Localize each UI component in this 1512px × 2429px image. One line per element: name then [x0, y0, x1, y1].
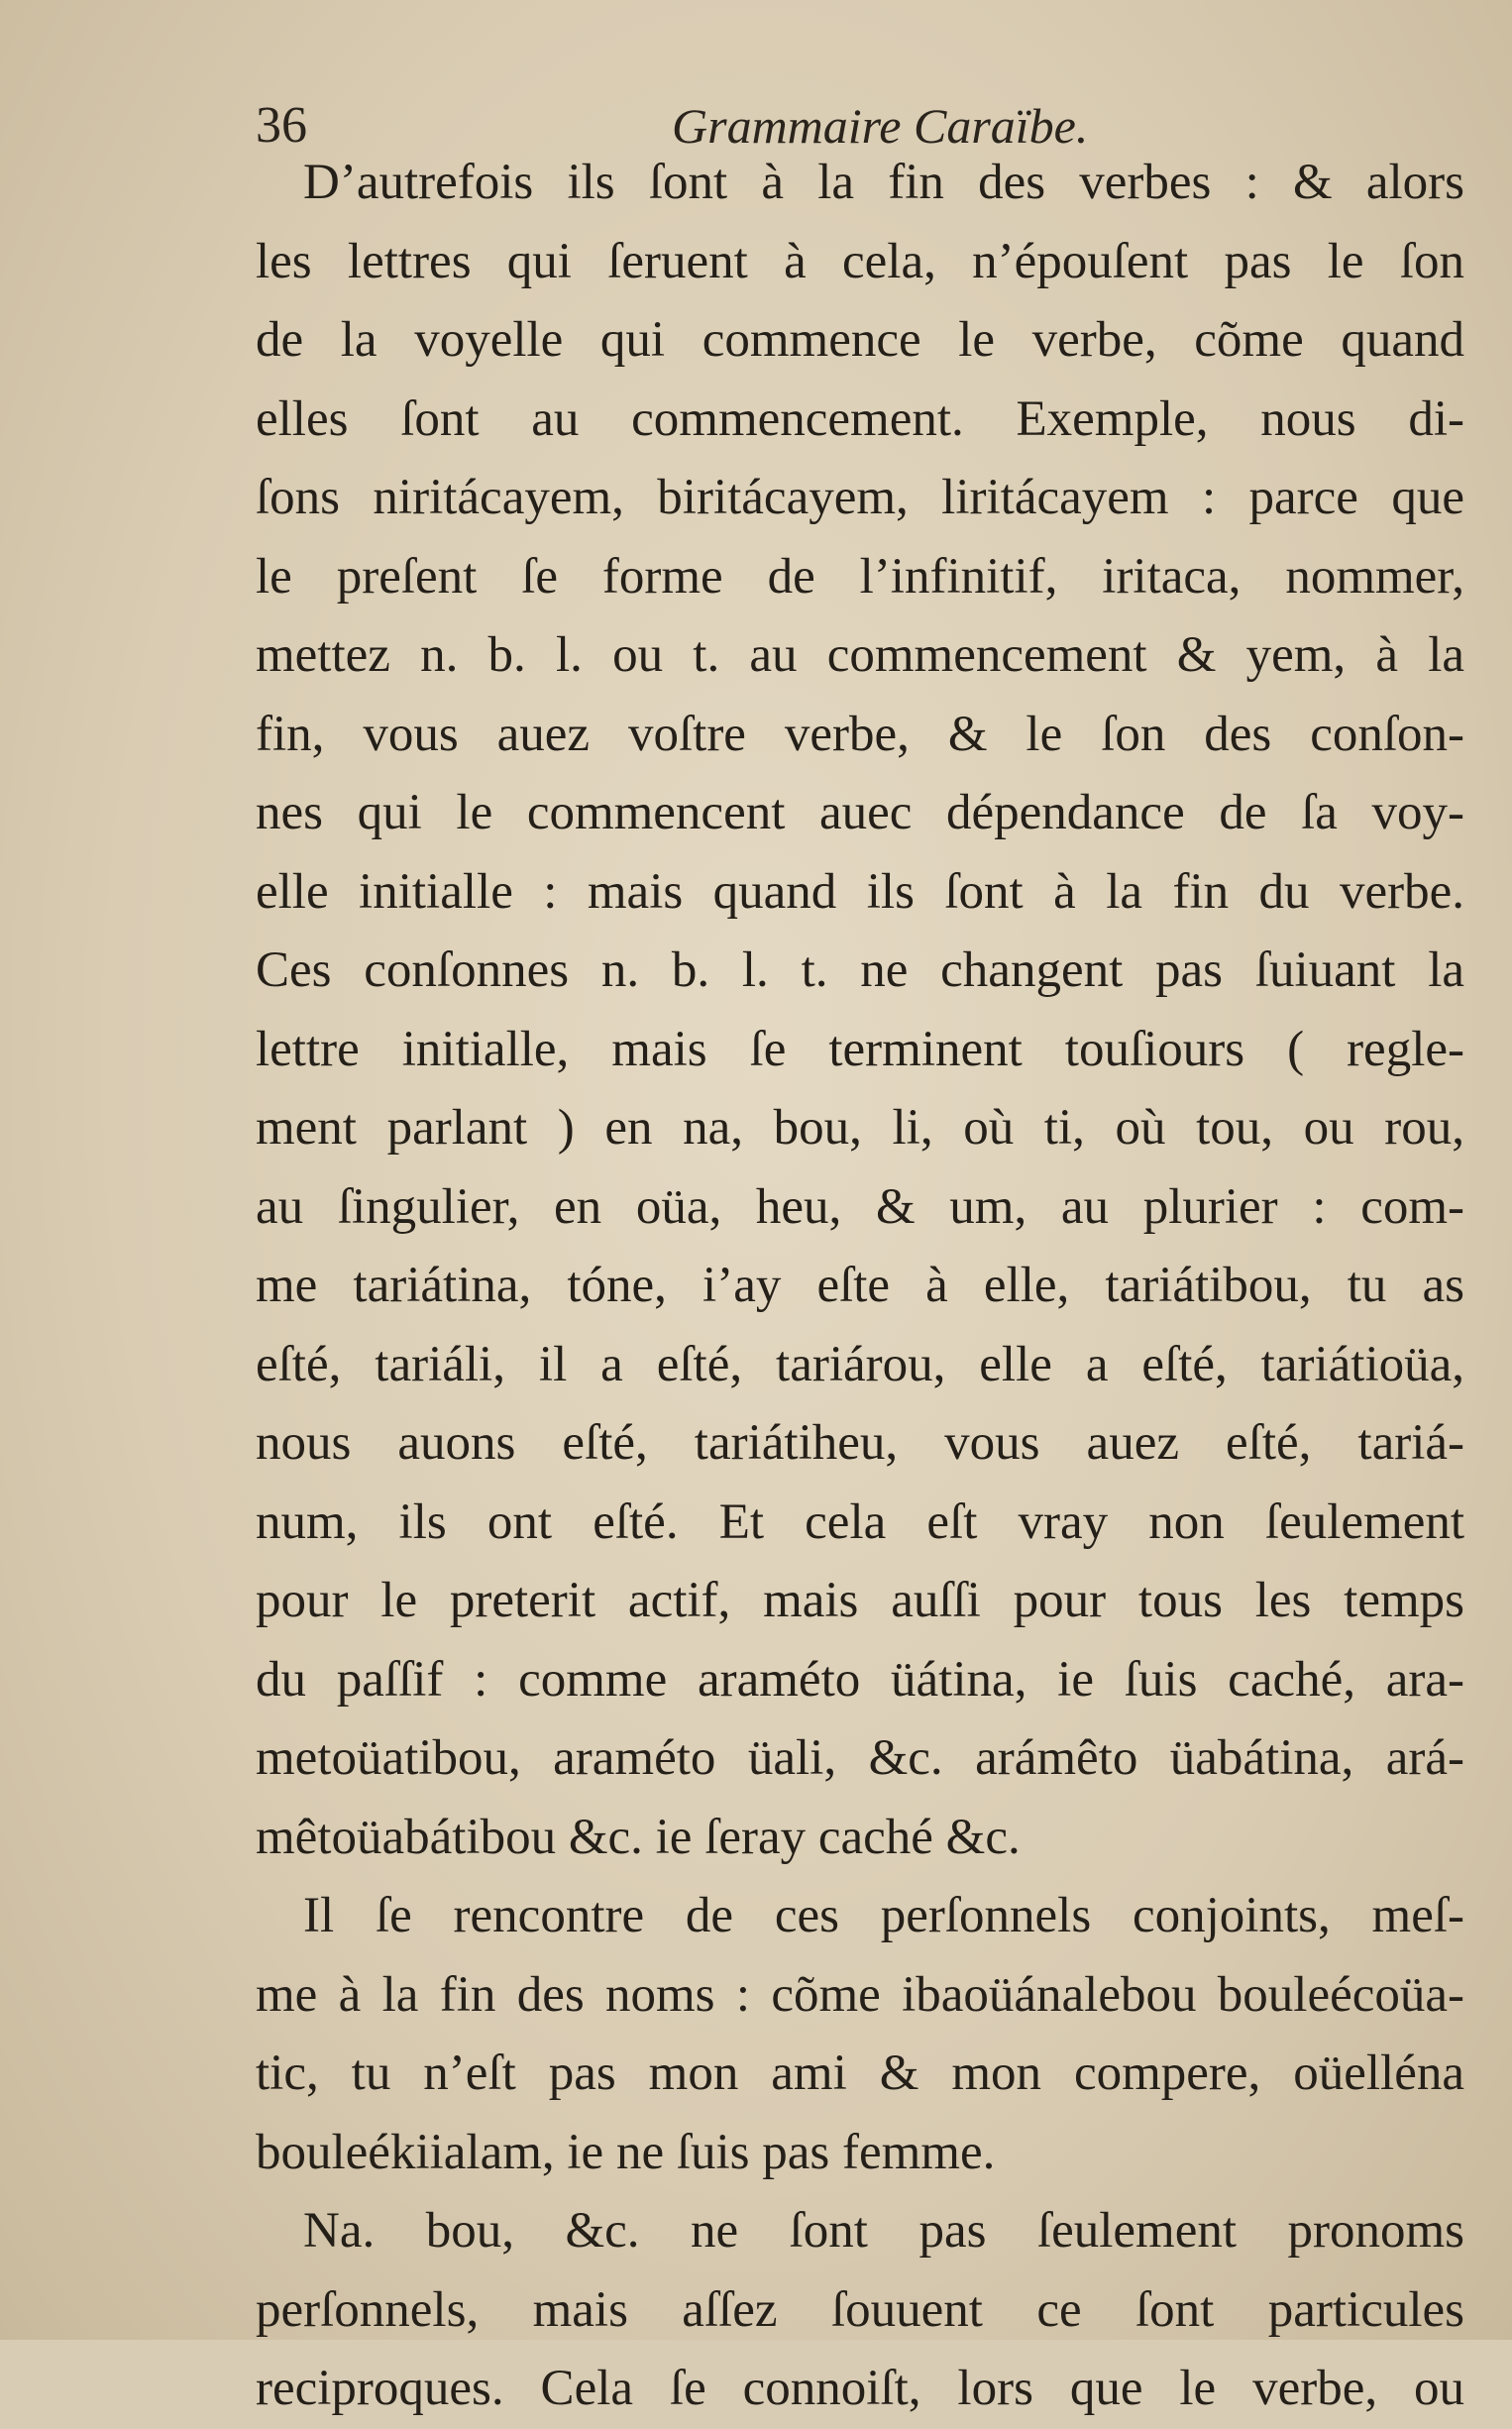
- text-line: le preſent ſe forme de l’infinitif, iritaca, nommer,: [256, 548, 1464, 605]
- text-line: metoüatibou, araméto üali, &c. arámêto üabátina, ará-: [256, 1730, 1464, 1786]
- text-line: eſté, tariáli, il a eſté, tariárou, elle a eſté, tariátioüa,: [256, 1336, 1464, 1392]
- text-line: mettez n. b. l. ou t. au commencement & yem, à la: [256, 627, 1464, 683]
- text-line: me à la fin des noms : cõme ibaoüánalebou bouleécoüa-: [256, 1966, 1464, 2023]
- text-line: Na. bou, &c. ne ſont pas ſeulement pronoms: [303, 2203, 1464, 2259]
- text-line: elles ſont au commencement. Exemple, nous di-: [256, 390, 1464, 447]
- text-line: fin, vous auez voſtre verbe, & le ſon des conſon-: [256, 706, 1464, 762]
- running-title: Grammaire Caraïbe.: [672, 98, 1089, 154]
- text-line: ſons niritácayem, biritácayem, liritácayem : parce que: [256, 470, 1464, 525]
- text-line: elle initialle : mais quand ils ſont à la fin du verbe.: [256, 863, 1464, 920]
- page-number: 36: [256, 97, 307, 154]
- text-line: de la voyelle qui commence le verbe, cõme quand: [256, 312, 1464, 368]
- text-line: Ces conſonnes n. b. l. t. ne changent pas ſuiuant la: [256, 942, 1464, 998]
- text-line: ment parlant ) en na, bou, li, où ti, où tou, ou rou,: [256, 1100, 1464, 1156]
- text-line: bouleékiialam, ie ne ſuis pas femme.: [256, 2124, 996, 2180]
- text-line: perſonnels, mais aſſez ſouuent ce ſont particules: [256, 2281, 1464, 2338]
- text-line: les lettres qui ſeruent à cela, n’épouſent pas le ſon: [256, 233, 1464, 289]
- text-line: nes qui le commencent auec dépendance de ſa voy-: [256, 785, 1464, 840]
- text-line: nous auons eſté, tariátiheu, vous auez eſté, tariá-: [256, 1415, 1464, 1471]
- text-line: au ſingulier, en oüa, heu, & um, au plurier : com-: [256, 1178, 1464, 1235]
- text-line: lettre initialle, mais ſe terminent touſiours ( regle-: [256, 1021, 1464, 1077]
- text-line: num, ils ont eſté. Et cela eſt vray non ſeulement: [256, 1493, 1464, 1550]
- text-line: mêtoüabátibou &c. ie ſeray caché &c.: [256, 1809, 1021, 1865]
- text-line: Il ſe rencontre de ces perſonnels conjoints, meſ-: [303, 1888, 1464, 1943]
- text-line: reciproques. Cela ſe connoiſt, lors que le verbe, ou: [256, 2361, 1464, 2416]
- body-text: [256, 144, 1464, 2429]
- text-line: tic, tu n’eſt pas mon ami & mon compere, oüelléna: [256, 2045, 1464, 2101]
- text-line: du paſſif : comme araméto üátina, ie ſuis caché, ara-: [256, 1651, 1464, 1708]
- text-line: me tariátina, tóne, i’ay eſte à elle, tariátibou, tu as: [256, 1258, 1464, 1313]
- text-line: D’autrefois ils ſont à la fin des verbes : & alors: [303, 155, 1464, 210]
- text-line: pour le preterit actif, mais auſſi pour tous les temps: [256, 1573, 1464, 1628]
